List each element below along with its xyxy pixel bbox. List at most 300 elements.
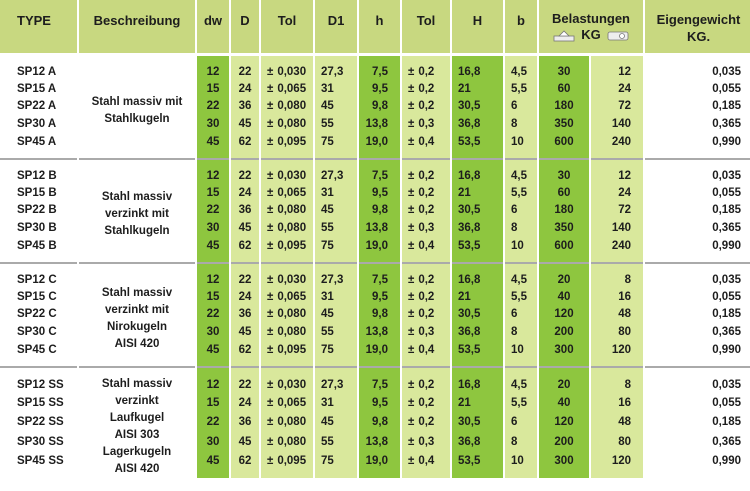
- cell-dw: 30: [196, 324, 230, 342]
- cell-dw: 15: [196, 395, 230, 414]
- cell-d1: 55: [314, 324, 358, 342]
- cell-h: 7,5: [358, 368, 401, 395]
- cell-weight: 0,035: [644, 264, 750, 289]
- cell-d1: 45: [314, 202, 358, 220]
- cell-height: 53,5: [451, 238, 504, 263]
- description-line: Stahl massiv mit: [91, 95, 183, 108]
- cell-weight: 0,035: [644, 54, 750, 81]
- header-d1: D1: [314, 0, 358, 54]
- cell-load-radial: 16: [590, 289, 644, 307]
- header-d: D: [230, 0, 260, 54]
- cell-dw: 12: [196, 54, 230, 81]
- cell-tol-2: [401, 289, 451, 307]
- cell-d: 22: [230, 54, 260, 81]
- cell-type: SP45 SS: [0, 452, 78, 478]
- cell-tol-2-value: 0,2: [418, 204, 435, 217]
- cell-type: SP45 C: [0, 342, 78, 367]
- cell-type: SP22 A: [0, 98, 78, 116]
- cell-d1: 31: [314, 81, 358, 99]
- cell-h: 9,8: [358, 202, 401, 220]
- cell-dw: 45: [196, 452, 230, 478]
- cell-weight: 0,185: [644, 306, 750, 324]
- header-dw: dw: [196, 0, 230, 54]
- cell-b: 10: [504, 134, 538, 159]
- cell-b: 4,5: [504, 264, 538, 289]
- description-line: Lagerkugeln: [102, 445, 172, 458]
- cell-tol: [260, 81, 314, 99]
- header-belastungen-label: Belastungen: [551, 11, 630, 26]
- cell-d: 24: [230, 185, 260, 203]
- cell-dw: 22: [196, 98, 230, 116]
- cell-h: 9,8: [358, 98, 401, 116]
- cell-type: SP30 C: [0, 324, 78, 342]
- cell-load-axial: 40: [538, 289, 590, 307]
- cell-d: 62: [230, 452, 260, 478]
- cell-tol-2-value: 0,2: [418, 397, 435, 410]
- plus-minus-sign: ±: [267, 239, 274, 252]
- cell-dw: 30: [196, 220, 230, 238]
- cell-h: 9,8: [358, 414, 401, 433]
- cell-tol-2-value: 0,2: [418, 290, 435, 303]
- cell-b: 8: [504, 324, 538, 342]
- cell-height: 30,5: [451, 414, 504, 433]
- cell-tol-value: 0,095: [277, 343, 307, 356]
- cell-tol-2-value: 0,2: [418, 82, 435, 95]
- cell-tol-2-value: 0,2: [418, 169, 435, 182]
- plus-minus-sign: ±: [408, 326, 415, 339]
- cell-h: 9,5: [358, 185, 401, 203]
- cell-b: 8: [504, 220, 538, 238]
- cell-d1: 27,3: [314, 160, 358, 185]
- description-line: Nirokugeln: [106, 320, 168, 333]
- cell-tol: [260, 452, 314, 478]
- cell-load-axial: 350: [538, 220, 590, 238]
- plus-minus-sign: ±: [408, 222, 415, 235]
- cell-load-radial: 72: [590, 202, 644, 220]
- cell-tol-2: [401, 220, 451, 238]
- cell-b: 8: [504, 433, 538, 452]
- description-line: Stahl massiv: [101, 377, 173, 390]
- cell-tol-2-value: 0,2: [418, 378, 435, 391]
- cell-d: 36: [230, 306, 260, 324]
- plus-minus-sign: ±: [267, 222, 274, 235]
- cell-dw: 30: [196, 116, 230, 134]
- cell-tol-2: [401, 238, 451, 263]
- cell-d: 62: [230, 342, 260, 367]
- plus-minus-sign: ±: [267, 435, 274, 448]
- cell-height: 36,8: [451, 324, 504, 342]
- cell-load-radial: 72: [590, 98, 644, 116]
- table-row: [0, 368, 750, 395]
- cell-load-axial: 200: [538, 433, 590, 452]
- cell-tol: [260, 306, 314, 324]
- cell-d: 22: [230, 160, 260, 185]
- cell-d: 22: [230, 368, 260, 395]
- cell-dw: 30: [196, 433, 230, 452]
- cell-tol: [260, 324, 314, 342]
- plus-minus-sign: ±: [408, 82, 415, 95]
- cell-load-axial: 30: [538, 160, 590, 185]
- cell-load-radial: 120: [590, 452, 644, 478]
- cell-d: 24: [230, 289, 260, 307]
- cell-tol: [260, 414, 314, 433]
- cell-load-radial: 80: [590, 324, 644, 342]
- cell-d: 45: [230, 433, 260, 452]
- cell-b: 10: [504, 342, 538, 367]
- cell-load-radial: 240: [590, 238, 644, 263]
- plus-minus-sign: ±: [267, 454, 274, 467]
- cell-h: 9,5: [358, 289, 401, 307]
- plus-minus-sign: ±: [408, 290, 415, 303]
- cell-d1: 55: [314, 116, 358, 134]
- cell-tol-2-value: 0,3: [418, 326, 435, 339]
- plus-minus-sign: ±: [267, 308, 274, 321]
- cell-b: 5,5: [504, 185, 538, 203]
- cell-tol-2: [401, 54, 451, 81]
- cell-tol-2-value: 0,3: [418, 222, 435, 235]
- table-row: [0, 264, 750, 289]
- cell-load-radial: 240: [590, 134, 644, 159]
- cell-b: 4,5: [504, 54, 538, 81]
- cell-tol: [260, 395, 314, 414]
- header-tol: Tol: [260, 0, 314, 54]
- cell-tol-2-value: 0,3: [418, 117, 435, 130]
- cell-height: 21: [451, 289, 504, 307]
- cell-d1: 27,3: [314, 264, 358, 289]
- cell-b: 6: [504, 414, 538, 433]
- cell-b: 5,5: [504, 289, 538, 307]
- cell-tol-2: [401, 185, 451, 203]
- cell-tol-value: 0,065: [277, 82, 307, 95]
- plus-minus-sign: ±: [267, 378, 274, 391]
- cell-d1: 27,3: [314, 368, 358, 395]
- cell-dw: 12: [196, 368, 230, 395]
- cell-type: SP30 SS: [0, 433, 78, 452]
- cell-tol-2: [401, 433, 451, 452]
- cell-b: 5,5: [504, 81, 538, 99]
- cell-weight: 0,055: [644, 185, 750, 203]
- cell-tol-value: 0,080: [277, 117, 307, 130]
- cell-type: SP30 A: [0, 116, 78, 134]
- cell-b: 10: [504, 452, 538, 478]
- cell-d1: 45: [314, 306, 358, 324]
- cell-d: 45: [230, 324, 260, 342]
- cell-height: 53,5: [451, 452, 504, 478]
- cell-load-axial: 300: [538, 452, 590, 478]
- cell-load-axial: 60: [538, 81, 590, 99]
- header-h: h: [358, 0, 401, 54]
- cell-load-axial: 30: [538, 54, 590, 81]
- cell-tol-value: 0,065: [277, 186, 307, 199]
- cell-load-radial: 140: [590, 220, 644, 238]
- description-line: AISI 420: [114, 462, 160, 475]
- plus-minus-sign: ±: [408, 378, 415, 391]
- header-eigengewicht: [644, 0, 750, 54]
- cell-tol-2: [401, 324, 451, 342]
- cell-d1: 31: [314, 289, 358, 307]
- cell-b: 5,5: [504, 395, 538, 414]
- cell-load-axial: 300: [538, 342, 590, 367]
- cell-d1: 55: [314, 433, 358, 452]
- description-line: Stahl massiv: [101, 191, 173, 204]
- header-belastungen: [538, 0, 644, 54]
- cell-h: 7,5: [358, 264, 401, 289]
- cell-d: 36: [230, 202, 260, 220]
- cell-dw: 45: [196, 342, 230, 367]
- plus-minus-sign: ±: [267, 326, 274, 339]
- cell-type: SP12 A: [0, 54, 78, 81]
- plus-minus-sign: ±: [267, 343, 274, 356]
- plus-minus-sign: ±: [408, 454, 415, 467]
- cell-height: 16,8: [451, 54, 504, 81]
- cell-weight: 0,185: [644, 98, 750, 116]
- cell-h: 9,8: [358, 306, 401, 324]
- cell-load-axial: 350: [538, 116, 590, 134]
- cell-tol-2-value: 0,4: [418, 135, 435, 148]
- cell-tol-value: 0,080: [277, 100, 307, 113]
- cell-tol-2-value: 0,2: [418, 100, 435, 113]
- description-line: verzinkt: [115, 394, 159, 407]
- cell-height: 53,5: [451, 134, 504, 159]
- cell-description: [78, 54, 196, 159]
- plus-minus-sign: ±: [408, 308, 415, 321]
- cell-d1: 75: [314, 134, 358, 159]
- radial-load-icon: [607, 29, 629, 42]
- cell-tol-value: 0,030: [277, 378, 307, 391]
- cell-type: SP12 C: [0, 264, 78, 289]
- cell-h: 13,8: [358, 116, 401, 134]
- axial-load-icon: [553, 29, 575, 42]
- cell-tol-value: 0,030: [277, 169, 307, 182]
- plus-minus-sign: ±: [267, 290, 274, 303]
- cell-weight: 0,365: [644, 324, 750, 342]
- cell-load-axial: 120: [538, 414, 590, 433]
- cell-tol: [260, 98, 314, 116]
- header-row: [0, 0, 750, 54]
- cell-dw: 45: [196, 238, 230, 263]
- description-line: Stahlkugeln: [104, 112, 170, 125]
- cell-load-radial: 24: [590, 81, 644, 99]
- cell-height: 21: [451, 185, 504, 203]
- cell-load-radial: 12: [590, 54, 644, 81]
- cell-dw: 15: [196, 81, 230, 99]
- cell-load-axial: 120: [538, 306, 590, 324]
- cell-load-axial: 180: [538, 202, 590, 220]
- header-eigengewicht-unit: KG.: [686, 29, 711, 44]
- header-kg: KG: [581, 27, 601, 42]
- cell-dw: 22: [196, 306, 230, 324]
- plus-minus-sign: ±: [408, 416, 415, 429]
- cell-d: 24: [230, 81, 260, 99]
- cell-load-axial: 200: [538, 324, 590, 342]
- cell-d: 45: [230, 220, 260, 238]
- cell-tol-2: [401, 306, 451, 324]
- plus-minus-sign: ±: [267, 416, 274, 429]
- cell-weight: 0,185: [644, 202, 750, 220]
- cell-height: 16,8: [451, 160, 504, 185]
- cell-d1: 75: [314, 342, 358, 367]
- cell-type: SP12 B: [0, 160, 78, 185]
- cell-h: 19,0: [358, 452, 401, 478]
- cell-type: SP15 SS: [0, 395, 78, 414]
- cell-weight: 0,365: [644, 116, 750, 134]
- cell-d1: 55: [314, 220, 358, 238]
- header-beschreibung: Beschreibung: [78, 0, 196, 54]
- cell-description: [78, 160, 196, 263]
- description-line: Stahl massiv: [101, 286, 173, 299]
- cell-tol-2: [401, 116, 451, 134]
- cell-weight: 0,185: [644, 414, 750, 433]
- plus-minus-sign: ±: [408, 343, 415, 356]
- cell-tol: [260, 342, 314, 367]
- cell-tol: [260, 160, 314, 185]
- cell-tol-2: [401, 264, 451, 289]
- description-line: Stahlkugeln: [104, 225, 170, 238]
- cell-weight: 0,365: [644, 220, 750, 238]
- plus-minus-sign: ±: [267, 65, 274, 78]
- cell-tol-value: 0,095: [277, 454, 307, 467]
- cell-dw: 15: [196, 289, 230, 307]
- plus-minus-sign: ±: [267, 100, 274, 113]
- plus-minus-sign: ±: [408, 135, 415, 148]
- cell-tol-2: [401, 368, 451, 395]
- cell-load-radial: 48: [590, 306, 644, 324]
- cell-weight: 0,055: [644, 81, 750, 99]
- cell-tol: [260, 134, 314, 159]
- cell-tol-value: 0,080: [277, 435, 307, 448]
- cell-weight: 0,035: [644, 368, 750, 395]
- plus-minus-sign: ±: [267, 117, 274, 130]
- cell-h: 13,8: [358, 433, 401, 452]
- cell-dw: 45: [196, 134, 230, 159]
- cell-tol: [260, 289, 314, 307]
- cell-tol-2: [401, 160, 451, 185]
- cell-load-axial: 20: [538, 264, 590, 289]
- table-row: [0, 54, 750, 81]
- cell-load-radial: 8: [590, 368, 644, 395]
- plus-minus-sign: ±: [408, 273, 415, 286]
- cell-h: 19,0: [358, 342, 401, 367]
- cell-tol: [260, 202, 314, 220]
- plus-minus-sign: ±: [408, 169, 415, 182]
- cell-type: SP45 A: [0, 134, 78, 159]
- cell-height: 30,5: [451, 202, 504, 220]
- cell-tol-2: [401, 395, 451, 414]
- cell-b: 6: [504, 202, 538, 220]
- cell-tol-2: [401, 414, 451, 433]
- cell-load-axial: 40: [538, 395, 590, 414]
- cell-tol: [260, 238, 314, 263]
- cell-tol: [260, 264, 314, 289]
- description-line: Laufkugel: [109, 411, 165, 424]
- cell-h: 9,5: [358, 395, 401, 414]
- cell-b: 4,5: [504, 160, 538, 185]
- cell-height: 30,5: [451, 306, 504, 324]
- cell-height: 30,5: [451, 98, 504, 116]
- cell-tol-value: 0,030: [277, 273, 307, 286]
- cell-load-radial: 24: [590, 185, 644, 203]
- cell-b: 8: [504, 116, 538, 134]
- cell-tol: [260, 116, 314, 134]
- cell-weight: 0,990: [644, 134, 750, 159]
- cell-d: 62: [230, 134, 260, 159]
- plus-minus-sign: ±: [267, 169, 274, 182]
- cell-h: 13,8: [358, 324, 401, 342]
- cell-weight: 0,055: [644, 289, 750, 307]
- cell-b: 6: [504, 306, 538, 324]
- cell-tol-2-value: 0,3: [418, 435, 435, 448]
- cell-type: SP22 B: [0, 202, 78, 220]
- cell-d: 36: [230, 98, 260, 116]
- cell-d1: 27,3: [314, 54, 358, 81]
- cell-load-radial: 12: [590, 160, 644, 185]
- cell-weight: 0,035: [644, 160, 750, 185]
- cell-tol: [260, 368, 314, 395]
- cell-d: 45: [230, 116, 260, 134]
- cell-load-radial: 8: [590, 264, 644, 289]
- header-b: b: [504, 0, 538, 54]
- cell-tol-2-value: 0,4: [418, 343, 435, 356]
- plus-minus-sign: ±: [267, 82, 274, 95]
- cell-d1: 75: [314, 452, 358, 478]
- plus-minus-sign: ±: [408, 100, 415, 113]
- plus-minus-sign: ±: [267, 135, 274, 148]
- cell-d1: 45: [314, 98, 358, 116]
- cell-tol-2-value: 0,2: [418, 186, 435, 199]
- cell-description: [78, 368, 196, 478]
- cell-tol-2-value: 0,2: [418, 273, 435, 286]
- cell-tol-2-value: 0,4: [418, 239, 435, 252]
- cell-type: SP22 C: [0, 306, 78, 324]
- cell-tol-2-value: 0,2: [418, 416, 435, 429]
- cell-d1: 31: [314, 395, 358, 414]
- cell-h: 13,8: [358, 220, 401, 238]
- cell-tol-value: 0,080: [277, 204, 307, 217]
- header-type: TYPE: [0, 0, 78, 54]
- plus-minus-sign: ±: [267, 397, 274, 410]
- cell-type: SP22 SS: [0, 414, 78, 433]
- cell-weight: 0,990: [644, 452, 750, 478]
- plus-minus-sign: ±: [408, 65, 415, 78]
- description-line: AISI 303: [114, 428, 160, 441]
- cell-h: 7,5: [358, 160, 401, 185]
- plus-minus-sign: ±: [408, 239, 415, 252]
- plus-minus-sign: ±: [267, 204, 274, 217]
- cell-tol-2: [401, 134, 451, 159]
- cell-height: 16,8: [451, 368, 504, 395]
- cell-weight: 0,055: [644, 395, 750, 414]
- cell-load-radial: 16: [590, 395, 644, 414]
- cell-tol-2: [401, 452, 451, 478]
- cell-type: SP15 C: [0, 289, 78, 307]
- cell-description: [78, 264, 196, 367]
- description-line: verzinkt mit: [105, 303, 169, 316]
- cell-load-axial: 600: [538, 134, 590, 159]
- cell-tol-value: 0,080: [277, 326, 307, 339]
- cell-height: 36,8: [451, 116, 504, 134]
- cell-d1: 45: [314, 414, 358, 433]
- cell-tol-2: [401, 98, 451, 116]
- cell-type: SP45 B: [0, 238, 78, 263]
- cell-h: 19,0: [358, 134, 401, 159]
- header-eigengewicht-label: Eigengewicht: [656, 12, 741, 27]
- cell-tol: [260, 220, 314, 238]
- cell-d: 36: [230, 414, 260, 433]
- cell-load-radial: 48: [590, 414, 644, 433]
- cell-tol: [260, 54, 314, 81]
- cell-height: 36,8: [451, 220, 504, 238]
- cell-load-radial: 80: [590, 433, 644, 452]
